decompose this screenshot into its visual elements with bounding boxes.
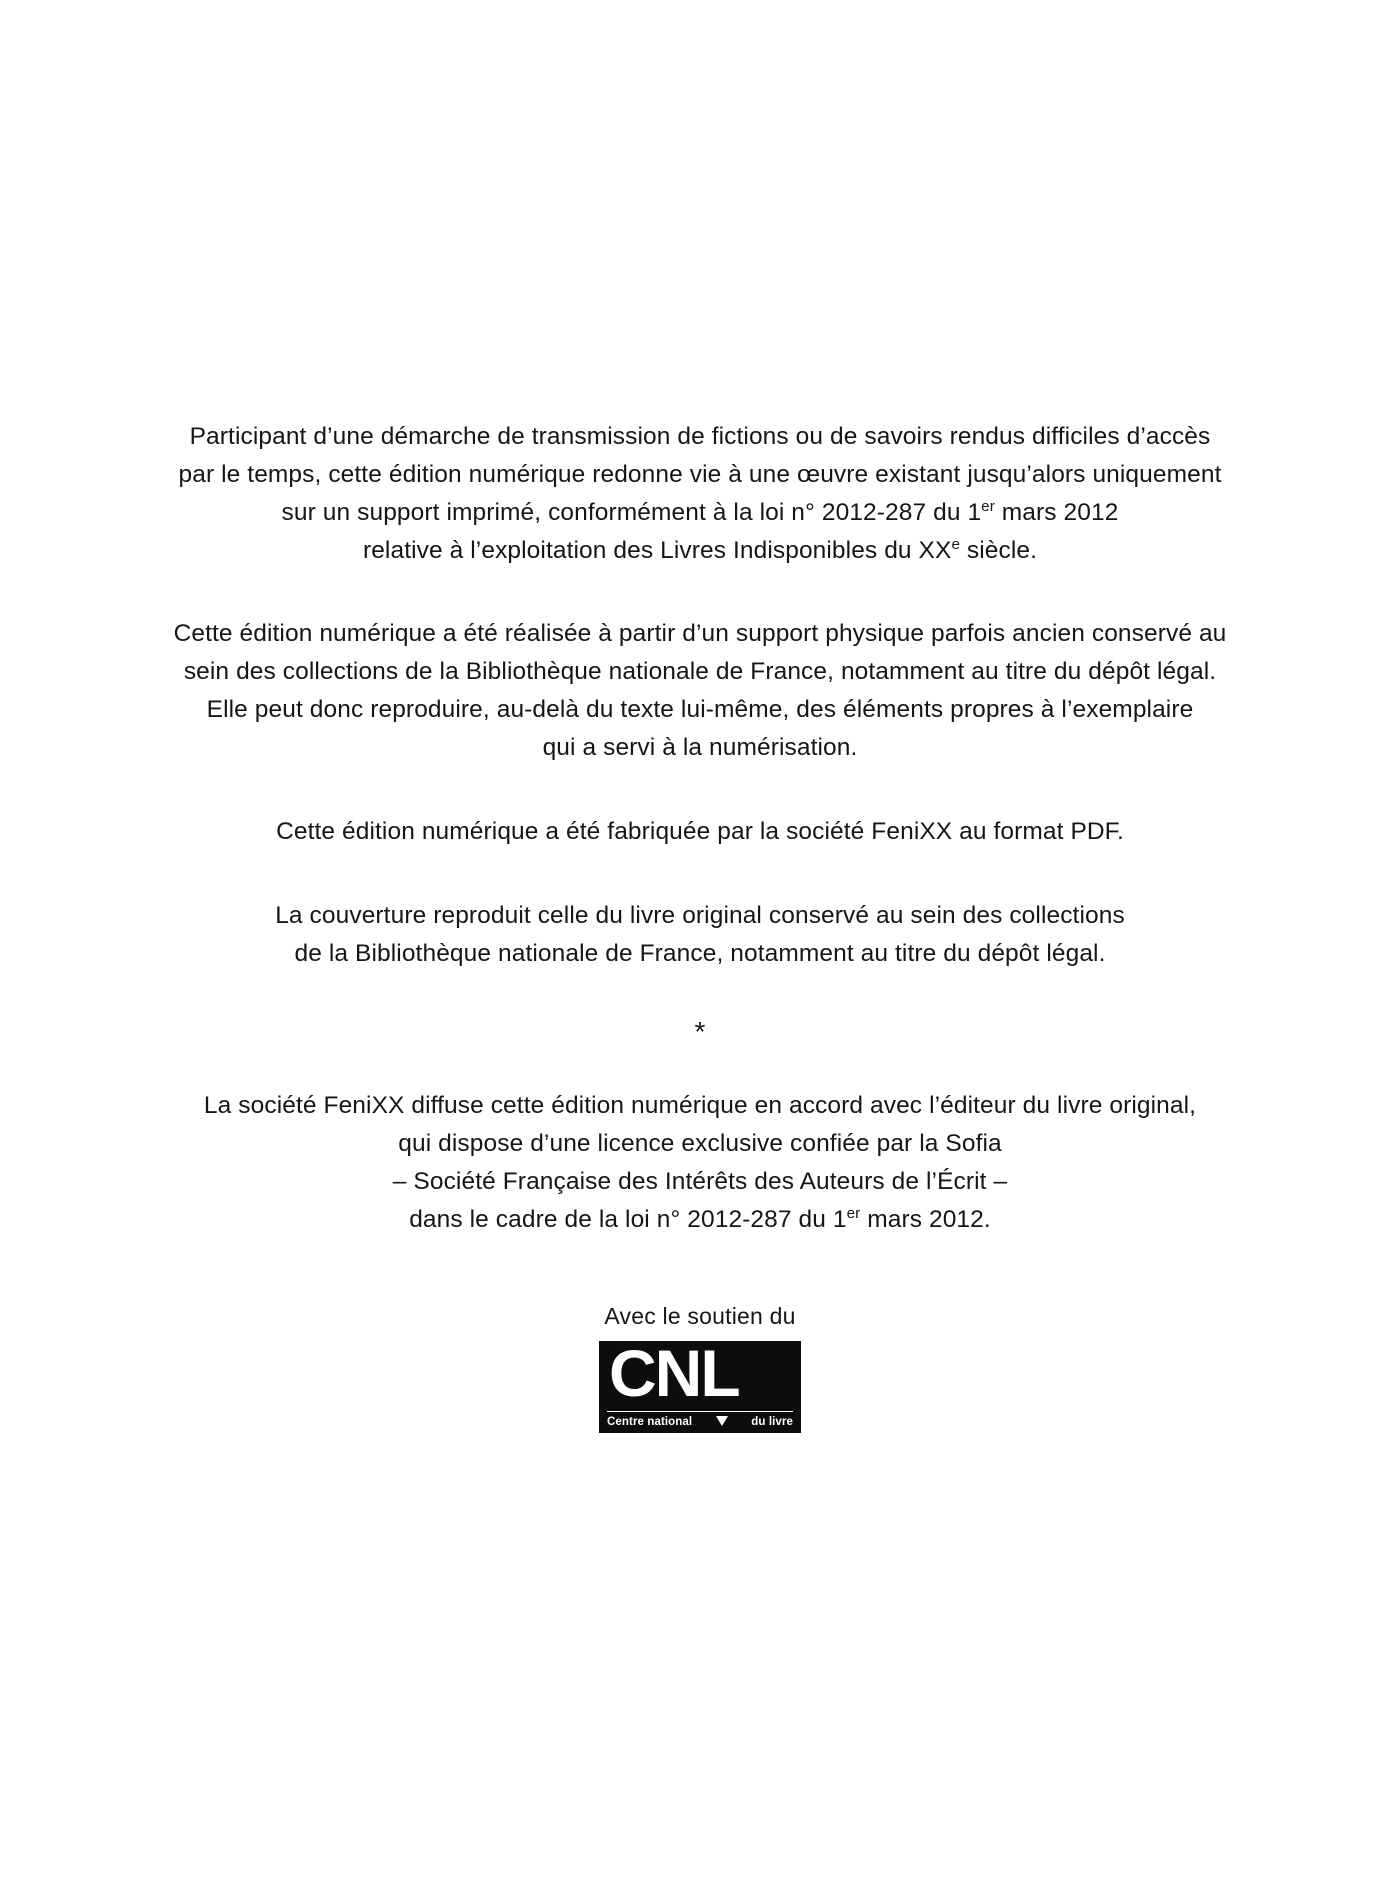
paragraph-spacer <box>140 973 1260 1015</box>
paragraph-line: relative à l’exploitation des Livres Indisponibles du XX <box>362 537 952 564</box>
paragraph-fabrication <box>140 813 1260 851</box>
paragraph-spacer <box>140 851 1260 897</box>
paragraph-spacer <box>140 1049 1260 1087</box>
paragraph-line: qui dispose d’une licence exclusive confiée par la Sofia <box>398 1130 1002 1157</box>
paragraph-line: siècle. <box>959 537 1038 564</box>
sponsor-caption: Avec le soutien du <box>604 1303 796 1329</box>
paragraph-line: La couverture reproduit celle du livre original conservé au sein des collections <box>275 902 1125 929</box>
ordinal-suffix: e <box>951 535 960 553</box>
paragraph-transmission <box>140 418 1260 570</box>
paragraph-line: Cette édition numérique a été fabriquée par la société FeniXX au format PDF. <box>276 818 1124 845</box>
sponsor-block <box>140 1301 1260 1438</box>
cnl-divider <box>607 1411 793 1412</box>
paragraph-couverture <box>140 897 1260 973</box>
ordinal-suffix: er <box>846 1204 861 1222</box>
paragraph-line: par le temps, cette édition numérique redonne vie à une œuvre existant jusqu’alors uniquement <box>178 461 1222 488</box>
cnl-logo <box>599 1336 801 1433</box>
paragraph-line: Elle peut donc reproduire, au-delà du texte lui-même, des éléments propres à l’exemplaire <box>206 696 1194 723</box>
cnl-subtitle <box>607 1413 793 1431</box>
paragraph-line: – Société Française des Intérêts des Auteurs de l’Écrit – <box>392 1168 1008 1195</box>
cnl-subtitle-right: du livre <box>751 1416 793 1428</box>
paragraph-source-support <box>140 615 1260 767</box>
paragraph-line: sein des collections de la Bibliothèque nationale de France, notamment au titre du dépôt légal. <box>183 658 1217 685</box>
paragraph-line: Participant d’une démarche de transmission de fictions ou de savoirs rendus difficiles d’accès <box>189 423 1211 450</box>
paragraph-line: sur un support imprimé, conformément à la loi n° 2012-287 du 1 <box>281 499 982 526</box>
paragraph-line: Cette édition numérique a été réalisée à partir d’un support physique parfois ancien conservé au <box>173 620 1227 647</box>
paragraph-line: mars 2012. <box>860 1206 991 1233</box>
paragraph-line: de la Bibliothèque nationale de France, notamment au titre du dépôt légal. <box>294 940 1106 967</box>
ordinal-suffix: er <box>981 497 995 515</box>
cnl-letters: CNL <box>609 1336 739 1410</box>
paragraph-line: La société FeniXX diffuse cette édition numérique en accord avec l’éditeur du livre original, <box>203 1092 1197 1119</box>
legal-notice-block <box>140 418 1260 1438</box>
paragraph-spacer <box>140 767 1260 813</box>
cnl-subtitle-left: Centre national <box>607 1416 693 1428</box>
paragraph-spacer <box>140 570 1260 615</box>
cnl-logo-main <box>599 1336 801 1410</box>
paragraph-line: qui a servi à la numérisation. <box>542 734 858 761</box>
paragraph-line: mars 2012 <box>994 499 1119 526</box>
asterisk-separator: * <box>694 1016 706 1047</box>
paragraph-diffusion <box>140 1087 1260 1239</box>
triangle-icon <box>716 1416 728 1426</box>
paragraph-line: dans le cadre de la loi n° 2012-287 du 1 <box>409 1206 847 1233</box>
